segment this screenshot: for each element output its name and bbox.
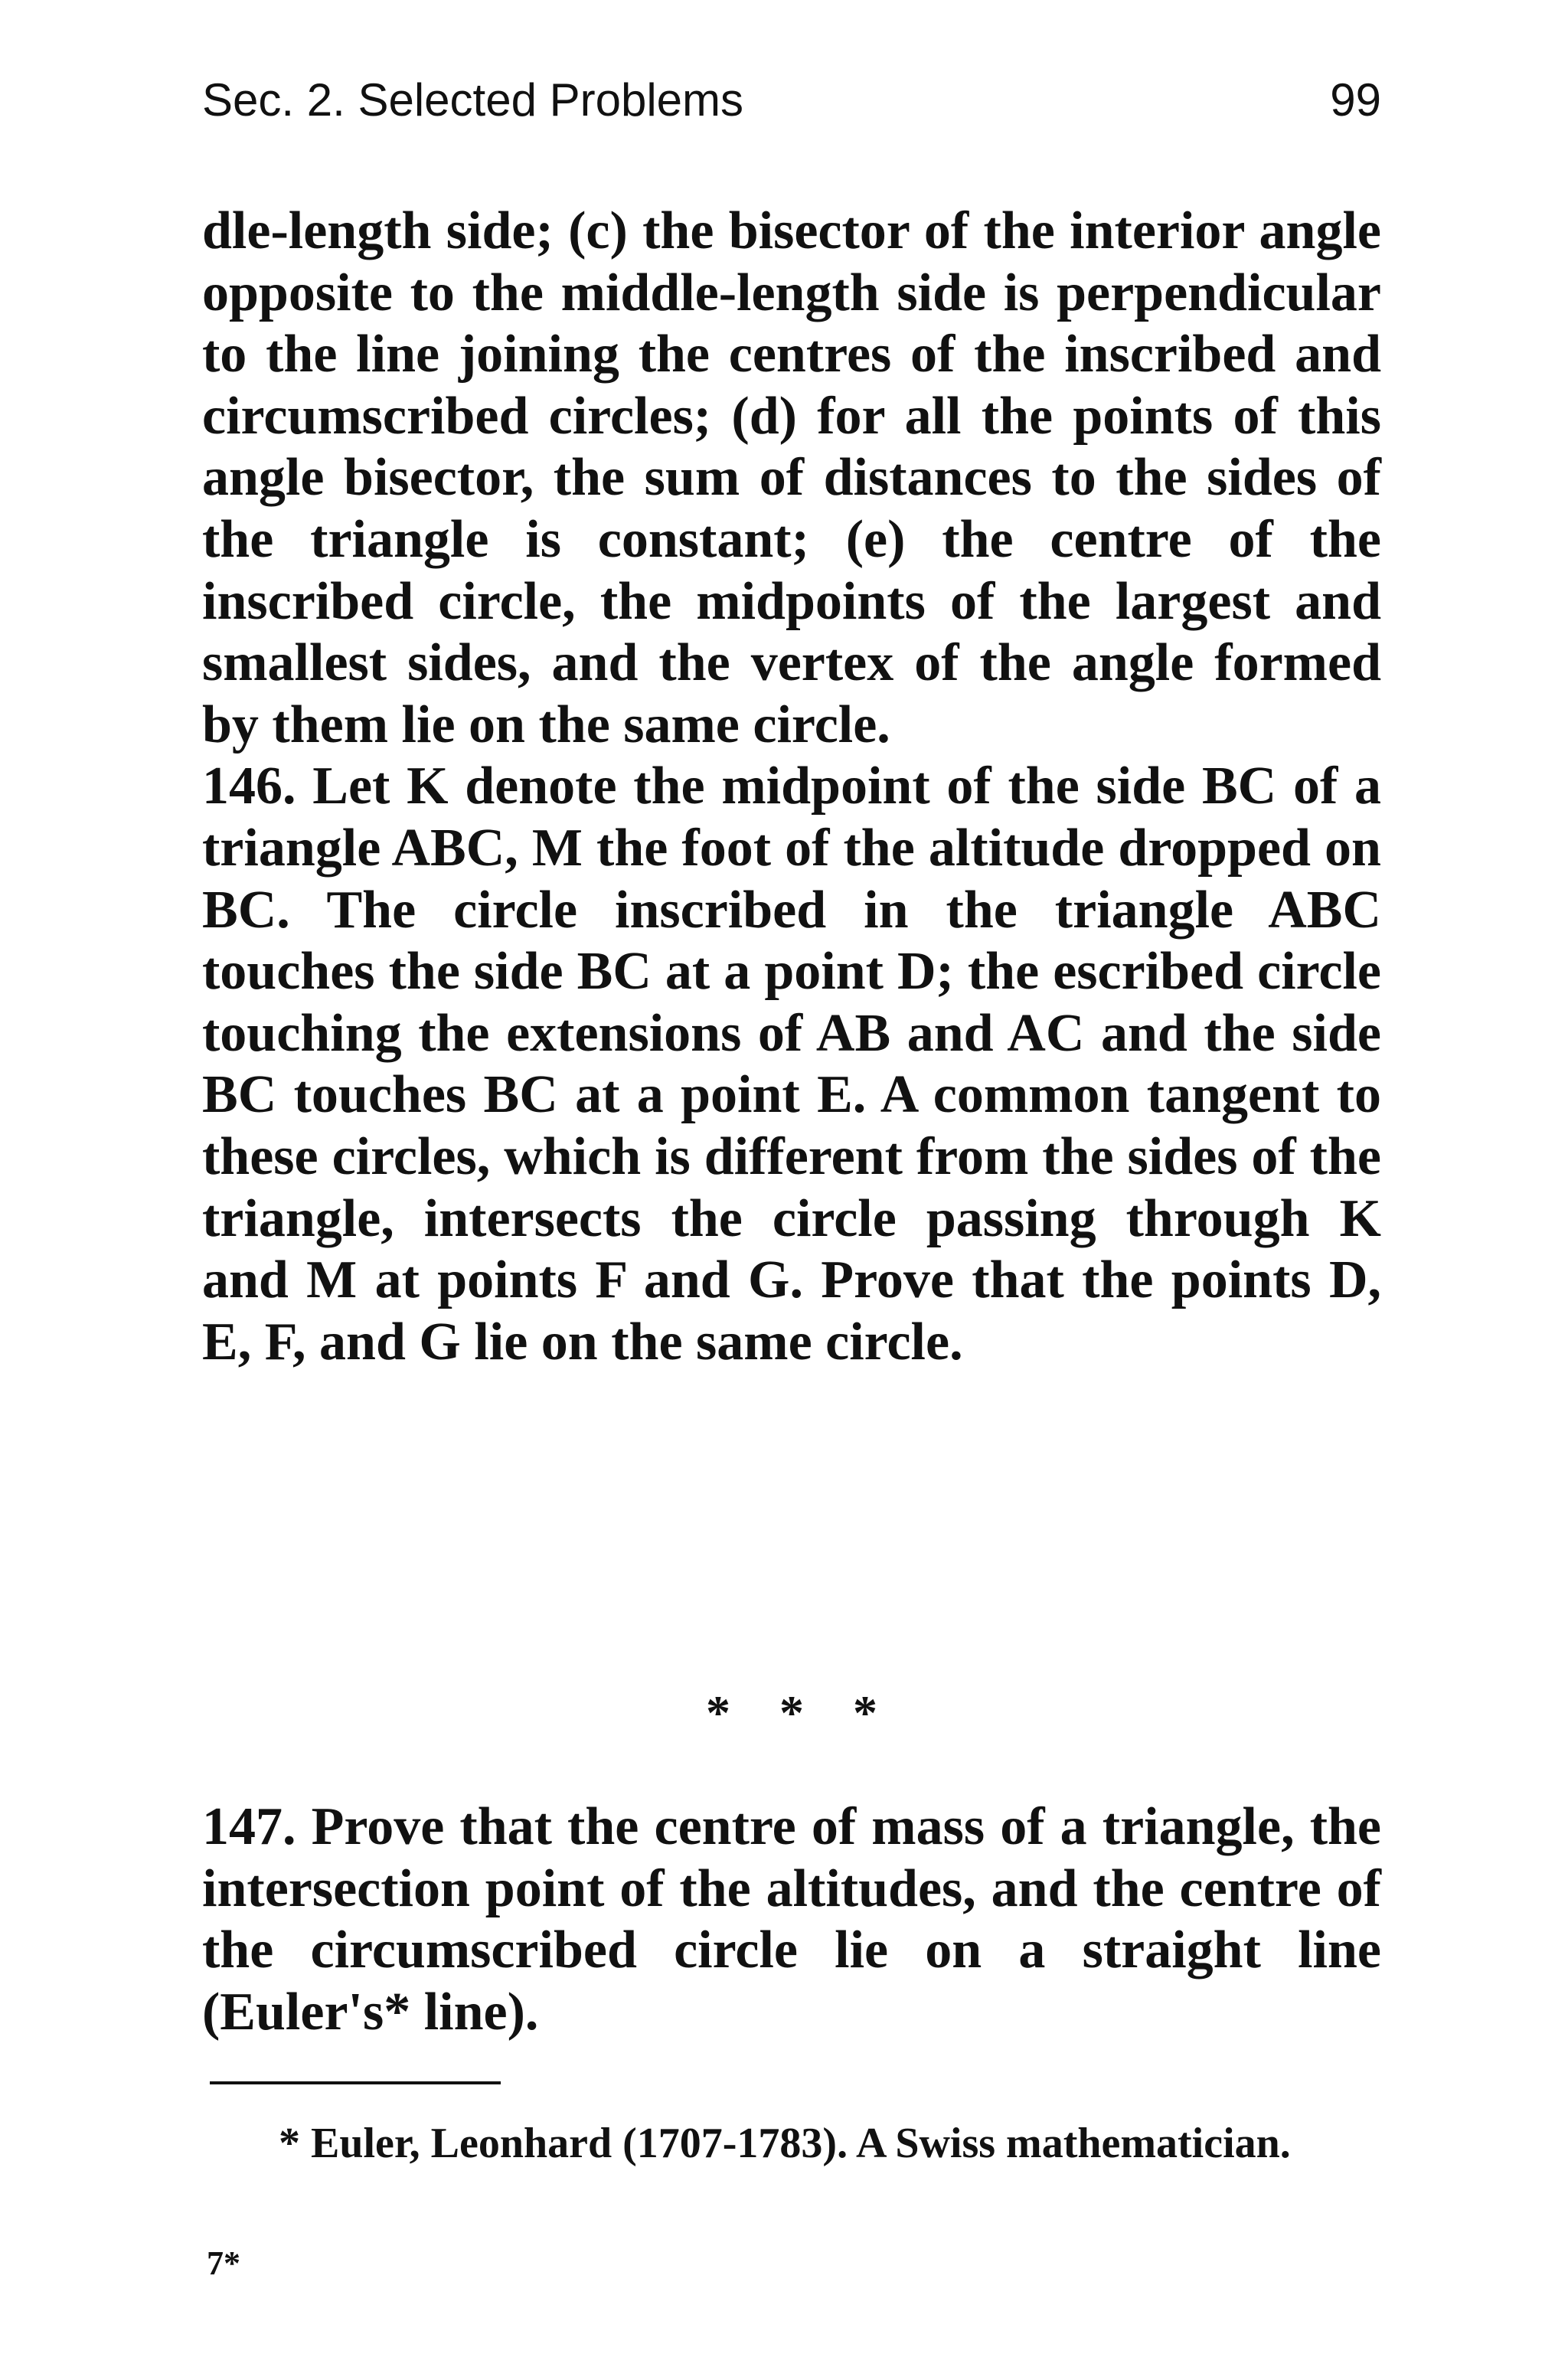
main-text	[202, 201, 1381, 1373]
running-head: Sec. 2. Selected Problems	[202, 74, 744, 126]
problem-text: Prove that the centre of mass of a triangle, the intersection point of the altitudes, and the centre of the circumscribed circle lie on a straight line (Euler's* line).	[202, 1797, 1381, 2042]
page-header	[202, 74, 1381, 135]
problem-146	[202, 756, 1381, 1373]
problem-text: Let K denote the midpoint of the side BC of a triangle ABC, M the foot of the altitude dropped on BC. The circle inscribed in the triangle ABC touches the side BC at a point D; the escribed circle touching the extensions of AB and AC and the side BC touches BC at a point E. A common tangent to these circles, which is different from the sides of the triangle, intersects the circle passing through K and M at points F and G. Prove that the points D, E, F, and G lie on the same circle.	[202, 757, 1382, 1371]
footnote	[202, 2118, 1381, 2169]
continued-paragraph: dle-length side; (c) the bisector of the interior angle opposite to the middle-length side is perpendicular to the line joining the centres of the inscribed and circumscribed circles; (d) for all the points of this angle bisector, the sum of distances to the sides of the triangle is constant; (e) the centre of the inscribed circle, the midpoints of the largest and smallest sides, and the vertex of the angle formed by them lie on the same circle.	[202, 201, 1381, 754]
problem-147-block	[202, 1796, 1381, 2043]
problem-number: 147.	[202, 1797, 296, 1856]
footnote-rule	[210, 2081, 501, 2084]
page-number: 99	[1330, 74, 1381, 126]
problem-number: 146.	[202, 757, 296, 816]
footnote-text: * Euler, Leonhard (1707-1783). A Swiss mathematician.	[279, 2120, 1291, 2167]
printer-signature: 7*	[207, 2244, 240, 2282]
section-separator: * * *	[706, 1685, 877, 1740]
problem-147	[202, 1796, 1381, 2043]
